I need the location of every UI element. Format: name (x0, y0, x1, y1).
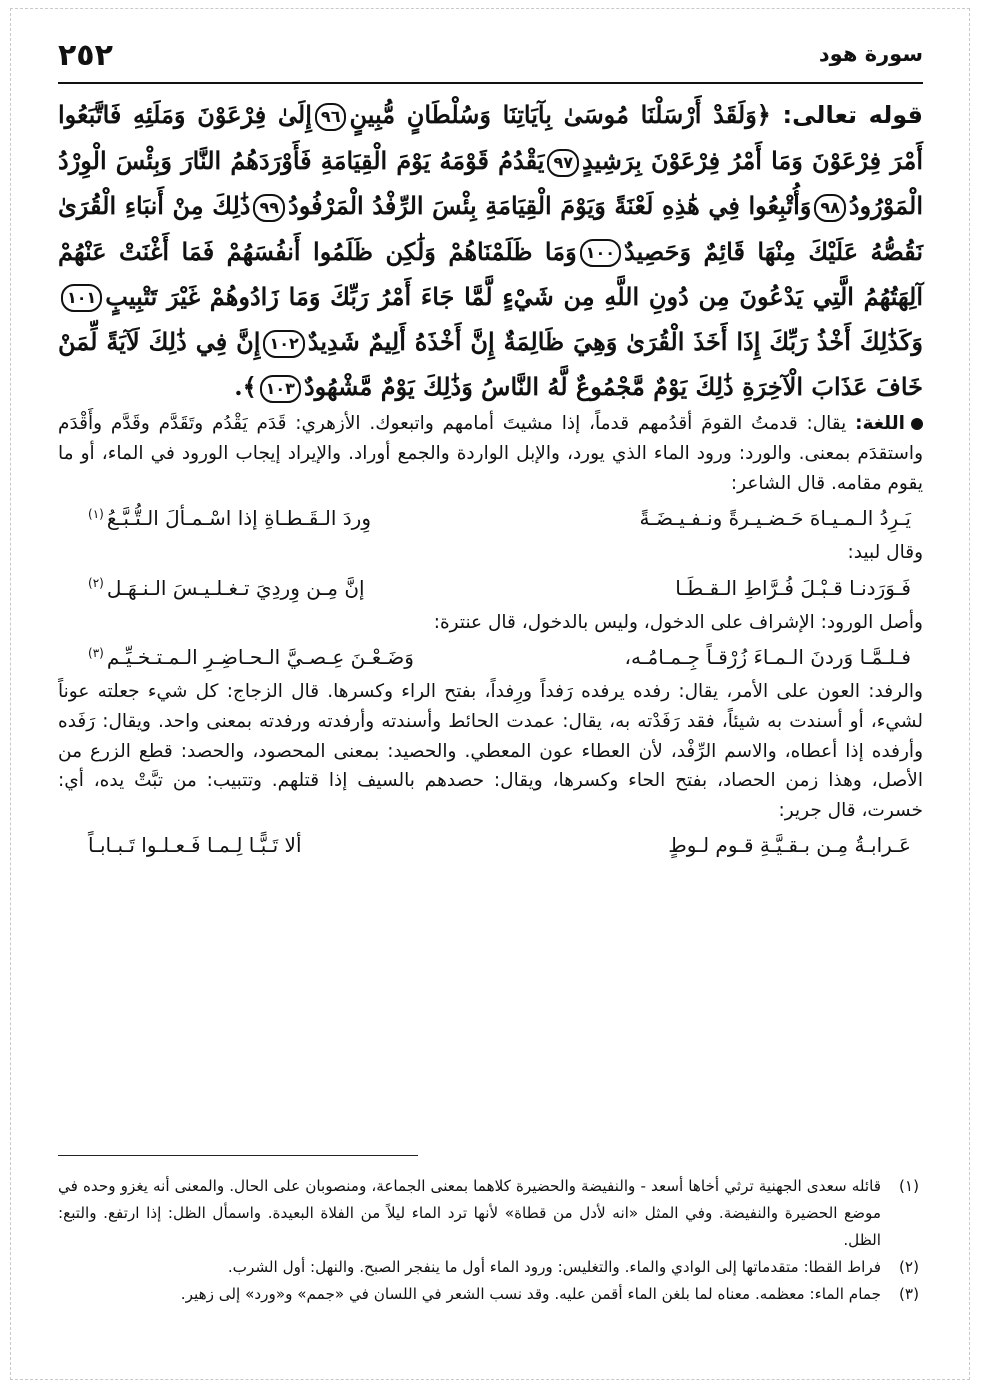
footnote-ref: (٣) (88, 645, 104, 660)
footnote-item (58, 1281, 919, 1308)
verse-hemistich-text: وَضَـعْـنَ عِـصـيَّ الـحـاضِـرِ الـمـتـخـيِّـم (106, 645, 414, 670)
quran-verse-text: ذَٰلِكَ مِنْ أَنبَاءِ الْقُرَىٰ نَقُصُّهُ عَلَيْكَ مِنْهَا قَائِمٌ وَحَصِيدٌ (58, 191, 923, 266)
quran-verse-text: وَأُتْبِعُوا فِي هَٰذِهِ لَعْنَةً وَيَوْمَ الْقِيَامَةِ بِئْسَ الرِّفْدُ الْمَرْفُودُ (288, 191, 812, 221)
verse-hemistich-second (88, 506, 371, 530)
footnote-ref: (٢) (88, 576, 104, 591)
page-body (58, 92, 923, 865)
ayah-number-marker: ١٠٠ (580, 239, 621, 267)
quran-verse-text: وَمَا ظَلَمْنَاهُمْ وَلَٰكِن ظَلَمُوا أَنفُسَهُمْ فَمَا أَغْنَتْ عَنْهُمْ آلِهَتُهُمُ الَّتِي يَدْعُونَ مِن دُونِ اللَّهِ مِن شَيْءٍ لَّمَّا جَاءَ أَمْرُ رَبِّكَ وَمَا زَادُوهُمْ غَيْرَ تَتْبِيبٍ (58, 236, 923, 311)
ayah-number-marker: ٩٨ (814, 194, 846, 222)
verse-hemistich-first: فَـوَرَدنـا قـبْـلَ فُـرَّاطِ الـقـطَـا (675, 575, 911, 600)
verse-intro-antara: وأصل الورود: الإشراف على الدخول، وليس بالدخول، قال عنترة: (433, 611, 923, 633)
quran-verse-text: إِنَّ فِي ذَٰلِكَ لَآيَةً لِّمَنْ خَافَ عَذَابَ الْآخِرَةِ ذَٰلِكَ يَوْمٌ مَّجْمُوعٌ لَّهُ النَّاسُ وَذَٰلِكَ يَوْمٌ مَّشْهُودٌ (58, 327, 923, 402)
footnote-number: (١) (898, 1177, 919, 1195)
footnotes (58, 1173, 919, 1308)
ayah-number-marker: ٩٦ (315, 103, 347, 131)
poetry-verse-2 (58, 568, 923, 608)
footnote-ref: (١) (88, 506, 104, 521)
verse-hemistich-second: ألا تَـبًّـا لِـمـا فَـعـلـوا تَـبـابـاً (88, 833, 302, 858)
verse-intro-labid: وقال لبيد: (847, 542, 923, 564)
surah-title: سورة هود (818, 42, 923, 66)
footnote-text: جمام الماء: معظمه. معناه لما بلغن الماء أقمن عليه. وقد نسب الشعر في اللسان في «جمم» و«ورد» إلى زهير. (180, 1285, 881, 1303)
header-rule (58, 82, 923, 84)
footnote-number: (٣) (898, 1285, 919, 1303)
footnote-divider (58, 1155, 418, 1156)
quran-verse-text: إِلَىٰ فِرْعَوْنَ وَمَلَئِهِ فَاتَّبَعُوا أَمْرَ فِرْعَوْنَ وَمَا أَمْرُ فِرْعَوْنَ بِرَشِيدٍ (58, 100, 923, 176)
page-number: ٢٥٢ (58, 38, 113, 73)
poetry-verse-1 (58, 498, 923, 538)
verse-hemistich-first: يَـرِدُ الـمـيـاهَ حَـضـيـرةً ونـفـيـضَـةً (639, 506, 911, 531)
lugha-paragraph (58, 409, 923, 498)
lugha-text: يقال: قدمتُ القومَ أقدُمهم قدماً، إذا مشيتَ أمامهم واتبعوك. الأزهري: قَدَم يَقْدُم وتَقَدَّم وقَدَّم وأَقْدَم واستقدَم بمعنى. والورد: ورود الماء الذي يورد، والإبل الواردة والجمع أوراد. والإيراد إيجاب الورود في الماء، أو ما يقوم مقامه. قال الشاعر: (58, 413, 923, 494)
quran-label: قوله تعالى: (782, 101, 924, 129)
footnote-item (58, 1173, 919, 1254)
verse-hemistich-second (88, 576, 365, 600)
lugha-label: اللغة: (855, 413, 905, 435)
quran-verse-text: وَلَقَدْ أَرْسَلْنَا مُوسَىٰ بِآيَاتِنَا وَسُلْطَانٍ مُّبِينٍ (349, 100, 757, 129)
bullet-icon (911, 418, 923, 430)
ayah-number-marker: ١٠٣ (260, 375, 301, 403)
verse-hemistich-text: إنَّ مِـن وِردِيَ تـغـلـيـسَ الـنـهَـل (106, 575, 365, 600)
poetry-verse-4 (58, 825, 923, 865)
verse-hemistich-first: فـلـمَّـا وَردنَ الـمـاءَ زُرْقـاً جِـمـامُـه، (624, 645, 911, 670)
quran-verse-text: يَقْدُمُ قَوْمَهُ يَوْمَ الْقِيَامَةِ فَأَوْرَدَهُمُ النَّارَ وَبِئْسَ الْوِرْدُ الْمَوْرُودُ (58, 146, 923, 221)
footnote-item (58, 1254, 919, 1281)
verse-hemistich-text: وِردَ الـقَـطـاةِ إذا اسْـمـألَ الـتُّـبَّـعُ (106, 506, 371, 531)
footnote-text: قائله سعدى الجهنية ترثي أخاها أسعد - والنفيضة والحضيرة كلاهما بمعنى الجماعة، ومنصوبان على الحال. والمعنى أنه يغزو وحده في موضع الحضيرة والنفيضة. وفي المثل «انه لأدل من قطاة» لأنها ترد الماء ليلاً من الفلاة البعيدة. واسمأل الظل: إذا ارتفع. والتبع: الظل. (58, 1177, 881, 1249)
ayah-number-marker: ٩٧ (547, 149, 579, 177)
poetry-verse-3 (58, 637, 923, 677)
page-header (58, 40, 923, 84)
quran-open-bracket: ﴿ (756, 100, 783, 129)
ayah-number-marker: ١٠٢ (263, 330, 304, 358)
ayah-number-marker: ٩٩ (253, 194, 285, 222)
rifd-paragraph: والرفد: العون على الأمر، يقال: رفده يرفده رَفداً ورِفداً، بفتح الراء وكسرها. قال الزجاج: كل شيء جعلته عوناً لشيء، أو أسندت به شيئاً، فقد رَفَدْته به، يقال: عمدت الحائط وأسندته وأرفدته ورفدته بمعنى واحد. ويقال: رَفَده وأرفده إذا أعطاه، والاسم الرِّفْد، لأن العطاء عون المعطي. والحصيد: بمعنى المحصود، والحصد: قطع الزرع من الأصل، وهذا زمن الحصاد، بفتح الحاء وكسرها، ويقال: حصدهم بالسيف إذا قتلهم. وتتبيب: من تبَّتْ يده، أي: خسرت، قال جرير: (58, 681, 923, 821)
quran-close-bracket: ﴾. (234, 372, 257, 402)
quran-passage (58, 92, 923, 409)
footnote-text: فراط القطا: متقدماتها إلى الوادي والماء. والتغليس: ورود الماء أول ما ينفجر الصبح. والنهل: أول الشرب. (227, 1258, 881, 1276)
ayah-number-marker: ١٠١ (61, 284, 102, 312)
verse-hemistich-second (88, 645, 414, 669)
verse-hemistich-first: عَـرابـةُ مِـن بـقـيَّـةِ قـوم لـوطٍ (668, 833, 911, 858)
footnote-number: (٢) (898, 1258, 919, 1276)
quran-verse-text: وَكَذَٰلِكَ أَخْذُ رَبِّكَ إِذَا أَخَذَ الْقُرَىٰ وَهِيَ ظَالِمَةٌ إِنَّ أَخْذَهُ أَلِيمٌ شَدِيدٌ (307, 327, 923, 357)
